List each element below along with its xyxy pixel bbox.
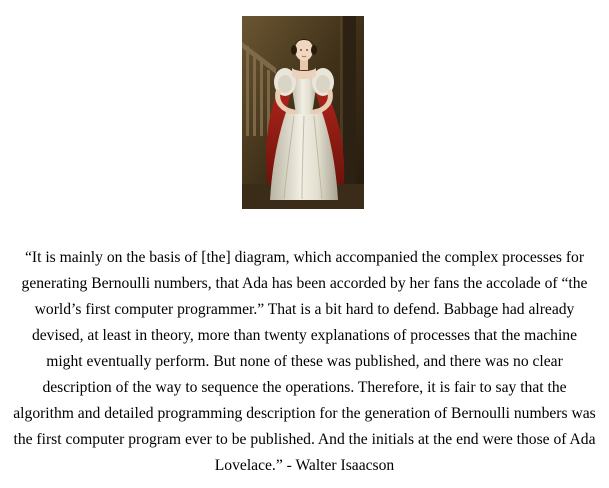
quote-line: “It is mainly on the basis of [the] diagram, which accompanied the complex processes for: [24, 249, 585, 266]
quote-line: world’s first computer programmer.” That is a bit hard to defend. Babbage had already: [34, 301, 575, 318]
quote-line: devised, at least in theory, more than twenty explanations of processes that the machine: [31, 327, 578, 344]
ada-lovelace-portrait: [242, 16, 364, 209]
quote-line: might eventually perform. But none of these was published, and there was no clear: [46, 353, 563, 370]
portrait-image: [242, 16, 364, 209]
quote-line: description of the way to sequence the operations. Therefore, it is fair to say that the: [42, 379, 567, 396]
quote-line: algorithm and detailed programming description for the generation of Bernoulli numbers was: [13, 405, 596, 422]
quote-text: [6, 245, 603, 479]
quote-line: the first computer program ever to be published. And the initials at the end were those of Ada: [13, 431, 596, 448]
quote-attribution-line: Lovelace.” - Walter Isaacson: [214, 457, 395, 474]
quote-line: generating Bernoulli numbers, that Ada has been accorded by her fans the accolade of “the: [21, 275, 588, 292]
